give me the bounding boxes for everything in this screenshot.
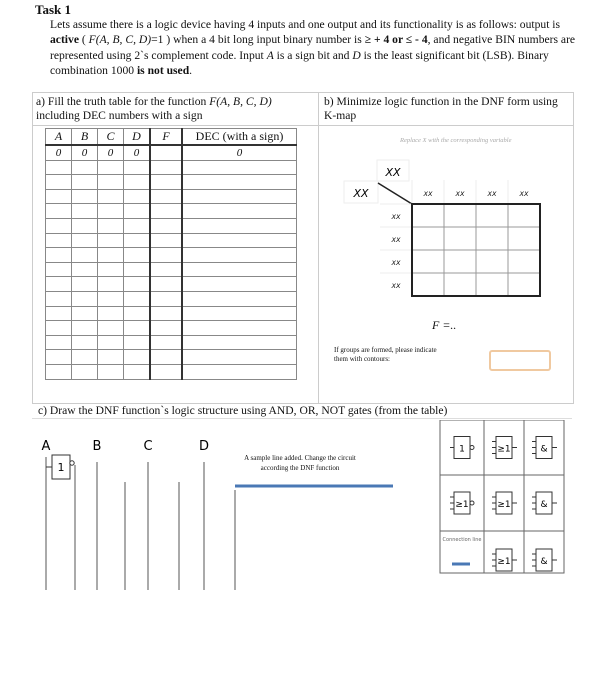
input-label-c: C: [143, 439, 153, 454]
svg-text:&: &: [540, 444, 548, 455]
table-row: [46, 204, 297, 219]
table-cell[interactable]: [124, 291, 151, 306]
table-cell[interactable]: [124, 218, 151, 233]
table-cell[interactable]: [46, 175, 72, 190]
table-cell[interactable]: [182, 306, 297, 321]
table-cell[interactable]: [124, 262, 151, 277]
part-c-heading: c) Draw the DNF function`s logic structure using AND, OR, NOT gates (from the table): [38, 404, 448, 417]
table-cell[interactable]: [98, 175, 124, 190]
table-cell[interactable]: [124, 189, 151, 204]
table-cell[interactable]: [72, 350, 98, 365]
table-cell[interactable]: [98, 335, 124, 350]
kmap-cell[interactable]: [476, 273, 508, 296]
table-row: [46, 175, 297, 190]
table-row: [46, 189, 297, 204]
table-cell[interactable]: 0: [182, 145, 297, 160]
divider: [32, 418, 572, 419]
kmap-row-label[interactable]: XX: [391, 236, 401, 244]
table-cell[interactable]: [72, 160, 98, 175]
table-cell[interactable]: [46, 248, 72, 263]
table-cell[interactable]: [150, 306, 182, 321]
table-cell[interactable]: 0: [72, 145, 98, 160]
table-cell[interactable]: [98, 248, 124, 263]
column-header: F: [150, 129, 182, 146]
table-cell[interactable]: [72, 262, 98, 277]
divider: [32, 125, 573, 126]
table-cell[interactable]: [124, 321, 151, 336]
table-cell[interactable]: [72, 291, 98, 306]
input-label-a: A: [41, 439, 51, 454]
table-cell[interactable]: [182, 189, 297, 204]
svg-text:≥1: ≥1: [455, 500, 469, 510]
table-cell[interactable]: [182, 160, 297, 175]
task-description: Lets assume there is a logic device having 4 inputs and one output and its functionality is as follows: output is active ( F(A, B, C, D)=1 ) when a 4 bit long input binary number is ≥ + 4 or ≤ - 4, and negative BIN numbers are represented using 2`s complement code. Input A is a sign bit and D is the least significant bit (LSB). Binary combination 1000 is not used.: [50, 18, 576, 77]
table-cell[interactable]: [150, 160, 182, 175]
kmap-cell[interactable]: [412, 227, 444, 250]
not-gate-tool[interactable]: [450, 437, 474, 459]
table-cell[interactable]: [150, 335, 182, 350]
contour-sample[interactable]: [489, 350, 551, 371]
table-cell[interactable]: [150, 291, 182, 306]
table-row: [46, 160, 297, 175]
kmap-cell[interactable]: [412, 204, 444, 227]
groups-instruction: If groups are formed, please indicate them with contours:: [334, 346, 437, 363]
table-cell[interactable]: [182, 262, 297, 277]
table-cell[interactable]: [98, 204, 124, 219]
table-cell[interactable]: [72, 306, 98, 321]
or-gate-tool[interactable]: [492, 549, 517, 571]
kmap-cell[interactable]: [508, 227, 540, 250]
table-cell[interactable]: 0: [124, 145, 151, 160]
table-cell[interactable]: [124, 204, 151, 219]
kmap-corner-left[interactable]: XX: [353, 187, 369, 200]
table-cell[interactable]: [98, 218, 124, 233]
table-cell[interactable]: [150, 321, 182, 336]
sample-line-note: A sample line added. Change the circuit according the DNF function: [244, 454, 356, 472]
table-cell[interactable]: [124, 175, 151, 190]
table-cell[interactable]: [150, 145, 182, 160]
table-cell[interactable]: [182, 350, 297, 365]
table-cell[interactable]: [46, 218, 72, 233]
kmap-cell[interactable]: [508, 250, 540, 273]
table-cell[interactable]: [46, 262, 72, 277]
part-b-heading: b) Minimize logic function in the DNF form using K-map: [324, 95, 558, 122]
table-cell[interactable]: [98, 321, 124, 336]
table-cell[interactable]: [150, 175, 182, 190]
kmap-corner-top[interactable]: XX: [385, 166, 401, 179]
kmap-col-label[interactable]: XX: [487, 190, 497, 198]
table-cell[interactable]: [182, 321, 297, 336]
kmap-col-label[interactable]: XX: [423, 190, 433, 198]
table-cell[interactable]: [72, 335, 98, 350]
circuit-canvas: [0, 420, 606, 600]
table-cell[interactable]: [72, 277, 98, 292]
table-cell[interactable]: [182, 277, 297, 292]
table-cell[interactable]: [72, 204, 98, 219]
table-cell[interactable]: [150, 248, 182, 263]
table-cell[interactable]: [98, 160, 124, 175]
kmap-col-label[interactable]: XX: [519, 190, 529, 198]
table-cell[interactable]: [150, 350, 182, 365]
table-cell[interactable]: [46, 204, 72, 219]
kmap-row-label[interactable]: XX: [391, 282, 401, 290]
table-cell[interactable]: 0: [98, 145, 124, 160]
table-cell[interactable]: [124, 277, 151, 292]
kmap-result[interactable]: F =..: [432, 318, 457, 332]
table-cell[interactable]: [72, 189, 98, 204]
kmap-cell[interactable]: [444, 250, 476, 273]
kmap-cell[interactable]: [412, 273, 444, 296]
table-row: [46, 248, 297, 263]
table-cell[interactable]: [150, 218, 182, 233]
or-gate-tool[interactable]: [450, 492, 474, 514]
table-cell[interactable]: [46, 291, 72, 306]
table-row: [46, 233, 297, 248]
table-row: [46, 291, 297, 306]
table-cell[interactable]: [124, 364, 151, 379]
kmap-cell[interactable]: [476, 204, 508, 227]
table-cell[interactable]: [46, 335, 72, 350]
column-header: DEC (with a sign): [182, 129, 297, 146]
table-cell[interactable]: [182, 175, 297, 190]
column-header: C: [98, 129, 124, 146]
table-row: [46, 277, 297, 292]
table-cell[interactable]: 0: [46, 145, 72, 160]
input-label-b: B: [92, 439, 102, 454]
table-cell[interactable]: [124, 306, 151, 321]
table-cell[interactable]: [182, 233, 297, 248]
table-cell[interactable]: [72, 175, 98, 190]
table-cell[interactable]: [46, 306, 72, 321]
input-label-d: D: [198, 439, 210, 454]
table-row: [46, 262, 297, 277]
table-cell[interactable]: [46, 160, 72, 175]
table-cell[interactable]: [98, 364, 124, 379]
table-cell[interactable]: [182, 364, 297, 379]
table-cell[interactable]: [72, 321, 98, 336]
table-cell[interactable]: [46, 189, 72, 204]
kmap-cell[interactable]: [412, 250, 444, 273]
table-cell[interactable]: [182, 204, 297, 219]
table-cell[interactable]: [182, 335, 297, 350]
svg-text:&: &: [540, 557, 548, 567]
kmap-hint: Replace X with the corresponding variable: [400, 137, 512, 144]
table-cell[interactable]: [150, 262, 182, 277]
svg-text:1: 1: [459, 444, 465, 455]
truth-table: [45, 128, 297, 380]
table-cell[interactable]: [182, 291, 297, 306]
table-cell[interactable]: [124, 248, 151, 263]
kmap-row-label[interactable]: XX: [391, 213, 401, 221]
table-cell[interactable]: [46, 321, 72, 336]
and-gate-tool[interactable]: [532, 437, 557, 459]
table-cell[interactable]: [72, 218, 98, 233]
table-cell[interactable]: [150, 189, 182, 204]
table-cell[interactable]: [98, 277, 124, 292]
kmap-cell[interactable]: [476, 227, 508, 250]
and-gate-tool[interactable]: [532, 492, 557, 514]
table-cell[interactable]: [182, 248, 297, 263]
table-cell[interactable]: [150, 364, 182, 379]
not-gate[interactable]: [46, 455, 74, 479]
table-cell[interactable]: [46, 277, 72, 292]
table-cell[interactable]: [98, 262, 124, 277]
divider: [318, 92, 319, 403]
svg-text:≥1: ≥1: [497, 500, 511, 510]
table-row: [46, 306, 297, 321]
table-cell[interactable]: [46, 233, 72, 248]
table-cell[interactable]: [182, 218, 297, 233]
or-gate-tool[interactable]: [492, 437, 517, 459]
table-cell[interactable]: [72, 233, 98, 248]
kmap-cell[interactable]: [508, 273, 540, 296]
column-header: D: [124, 129, 151, 146]
column-header: A: [46, 129, 72, 146]
table-cell[interactable]: [124, 350, 151, 365]
table-row: [46, 335, 297, 350]
svg-text:&: &: [540, 500, 548, 510]
table-cell[interactable]: [98, 291, 124, 306]
table-cell[interactable]: [98, 350, 124, 365]
table-cell[interactable]: [98, 306, 124, 321]
or-gate-tool[interactable]: [492, 492, 517, 514]
table-cell[interactable]: [150, 277, 182, 292]
table-row: [46, 145, 297, 160]
table-cell[interactable]: [124, 233, 151, 248]
and-gate-tool[interactable]: [532, 549, 557, 571]
kmap: [330, 150, 570, 310]
kmap-col-label[interactable]: XX: [455, 190, 465, 198]
table-cell[interactable]: [124, 160, 151, 175]
table-cell[interactable]: [98, 189, 124, 204]
kmap-cell[interactable]: [476, 250, 508, 273]
kmap-row-label[interactable]: XX: [391, 259, 401, 267]
table-cell[interactable]: [72, 364, 98, 379]
kmap-cell[interactable]: [508, 204, 540, 227]
kmap-cell[interactable]: [444, 227, 476, 250]
connection-line-label: Connection line: [442, 537, 482, 543]
table-cell[interactable]: [46, 364, 72, 379]
table-cell[interactable]: [150, 233, 182, 248]
table-cell[interactable]: [46, 350, 72, 365]
table-cell[interactable]: [124, 335, 151, 350]
table-cell[interactable]: [150, 204, 182, 219]
table-row: [46, 218, 297, 233]
column-header: B: [72, 129, 98, 146]
kmap-cell[interactable]: [444, 273, 476, 296]
table-cell[interactable]: [98, 233, 124, 248]
kmap-cell[interactable]: [444, 204, 476, 227]
table-row: [46, 350, 297, 365]
svg-text:≥1: ≥1: [497, 557, 511, 567]
table-row: [46, 364, 297, 379]
table-cell[interactable]: [72, 248, 98, 263]
svg-text:≥1: ≥1: [497, 444, 511, 455]
svg-text:1: 1: [57, 461, 65, 474]
part-a-heading: a) Fill the truth table for the function F(A, B, C, D) including DEC numbers with a sign: [36, 95, 272, 122]
task-title: Task 1: [35, 2, 72, 17]
table-row: [46, 321, 297, 336]
